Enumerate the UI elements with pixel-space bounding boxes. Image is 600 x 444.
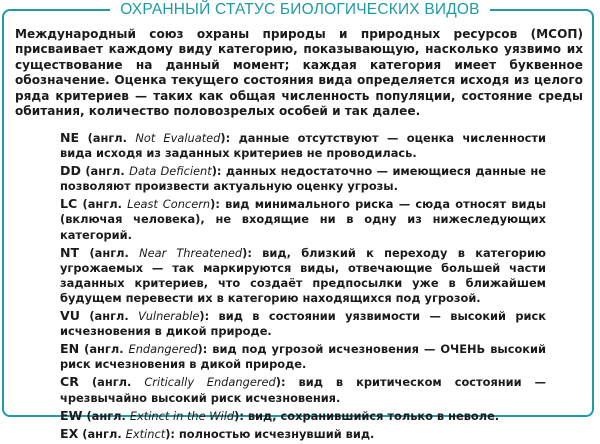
category-item-ew [60,408,546,424]
category-list [60,130,546,444]
category-prefix: (англ. [79,309,139,324]
category-english-name: Near Threatened [139,245,243,260]
category-description: ): вид, сохранившийся только в неволе. [234,408,500,423]
category-prefix: (англ. [80,164,130,179]
category-item-en [60,341,546,372]
category-english-name: Critically Endangered [144,375,276,390]
category-item-nt [60,245,546,306]
category-code: DD [60,163,81,179]
category-code: EN [60,341,80,357]
category-code: CR [60,374,79,390]
category-prefix: (англ. [78,375,145,390]
category-item-lc [60,196,546,242]
category-prefix: (англ. [77,197,128,212]
page-title: ОХРАННЫЙ СТАТУС БИОЛОГИЧЕСКИХ ВИДОВ [110,0,489,19]
category-prefix: (англ. [82,408,130,423]
category-code: LC [60,196,78,212]
category-description: ): полностью исчезнувший вид. [165,426,375,441]
category-code: EW [60,407,83,423]
category-english-name: Least Concern [127,197,211,212]
category-item-dd [60,163,546,194]
category-code: EX [60,425,79,441]
category-description: ): данных недостаточно — имеющиеся данные не позволяют произвести актуальную оценку угрозы. [60,164,547,194]
category-code: VU [60,308,80,324]
category-english-name: Not Evaluated [135,131,221,145]
category-prefix: (англ. [79,342,129,357]
category-code: NT [60,244,80,260]
category-english-name: Vulnerable [138,309,200,324]
title-wrap [0,0,600,19]
category-prefix: (англ. [78,426,126,441]
category-description: ): вид в критическом состоянии — чрезвычайно высокий риск исчезновения. [60,375,546,405]
category-english-name: Data Deficient [129,164,212,179]
category-item-ne [60,130,546,161]
category-prefix: (англ. [79,245,140,260]
category-description: ): вид минимального риска — сюда относят виды (включая человека), не входящие ни в одну из нижеследующих категорий. [60,197,546,242]
category-item-ex [60,426,546,442]
category-description: ): вид в состоянии уязвимости — высокий риск исчезновения в дикой природе. [60,309,546,339]
category-description: ): вид под угрозой исчезновения — ОЧЕНЬ высокий риск исчезновения в дикой природе. [60,342,546,372]
category-description: ): данные отсутствуют — оценка численности вида исходя из заданных критериев не проводилась. [60,131,546,161]
category-prefix: (англ. [79,131,136,145]
category-item-cr [60,374,546,405]
intro-paragraph: Международный союз охраны природы и природных ресурсов (МСОП) присваивает каждому виду категорию, показывающую, насколько уязвимо их существование на данный момент; каждая категория имеет буквенное обозначение. Оценка текущего состояния вида определяется исходя из целого ряда критериев — таких как общая численность популяции, состояние среды обитания, количество половозрелых особей и так далее. [15,27,583,119]
category-english-name: Extinct in the Wild [129,408,235,423]
category-code: NE [60,130,80,145]
category-english-name: Endangered [128,342,198,357]
category-description: ): вид, близкий к переходу в категорию угрожаемых — так маркируются виды, отвечающие большей части заданных критериев, что создаёт предпосылки уже в ближайшем будущем перевести их в категорию находящихся под угрозой. [60,245,546,305]
category-english-name: Extinct [125,426,166,441]
category-item-vu [60,308,546,339]
